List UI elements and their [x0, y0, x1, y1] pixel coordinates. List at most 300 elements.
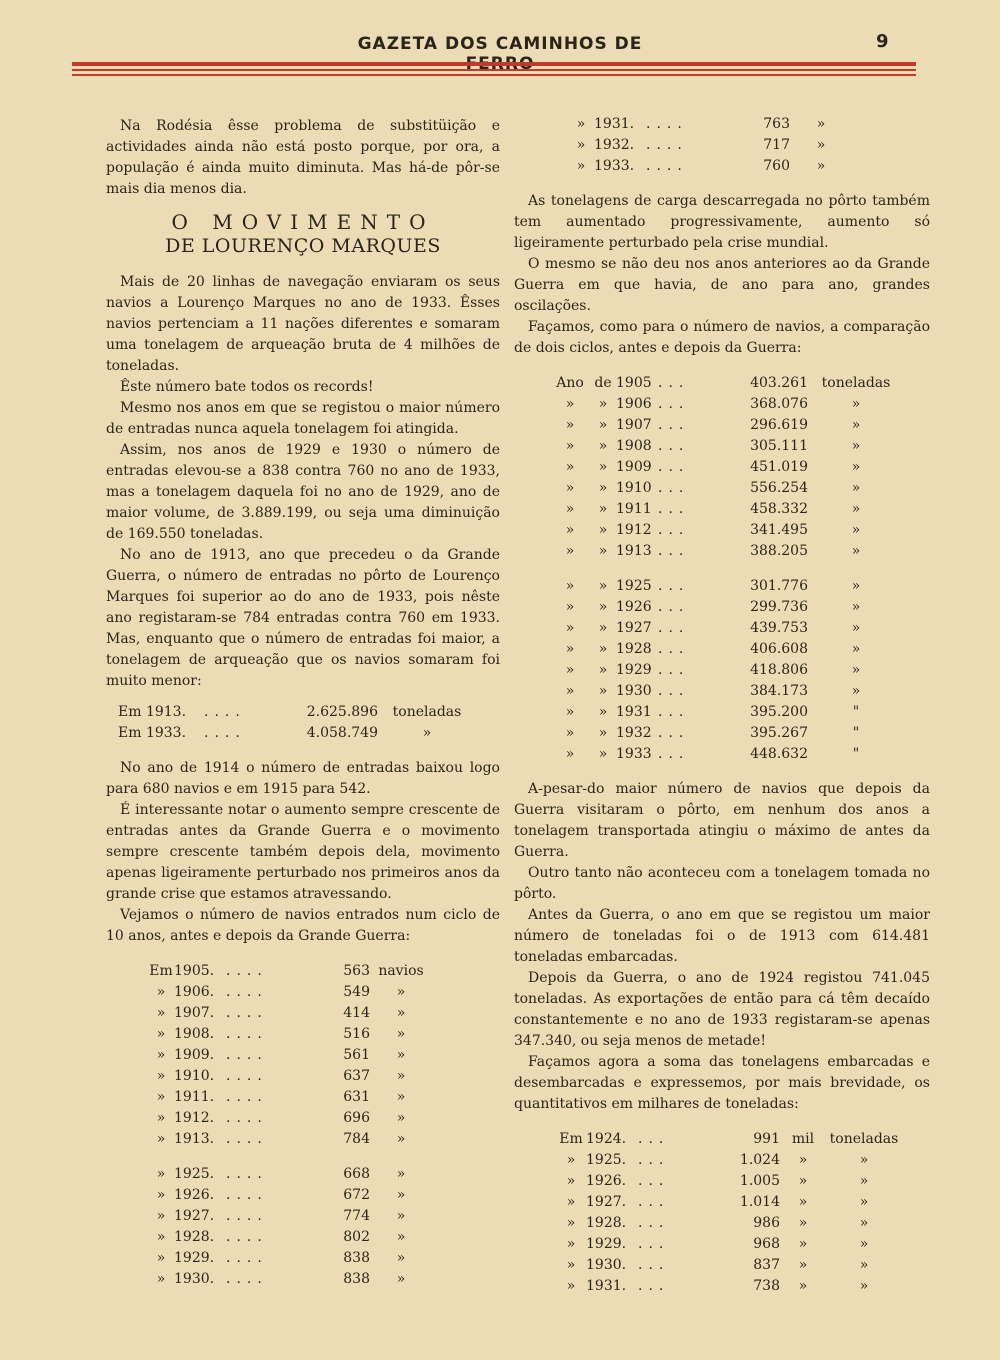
prefix-label: » [566, 1257, 576, 1273]
year-label: 1909 [616, 459, 652, 475]
prefix-label: » [598, 662, 608, 678]
unit-label: » [396, 1166, 406, 1182]
tonnage-value: 296.619 [750, 417, 808, 433]
prefix-label: » [156, 1250, 166, 1266]
table-row [550, 436, 898, 457]
prefix-label: » [576, 158, 586, 174]
prefix-label: » [598, 578, 608, 594]
leader-dots: .... [226, 1005, 268, 1021]
prefix-label: » [565, 578, 575, 594]
table-row [148, 1269, 426, 1290]
ship-count-value: 838 [343, 1271, 370, 1287]
ship-count-value: 672 [343, 1187, 370, 1203]
prefix-label: » [156, 984, 166, 1000]
prefix-label: » [598, 459, 608, 475]
prefix-label: » [566, 1236, 576, 1252]
table-row [550, 723, 898, 744]
prefix-label: » [598, 599, 608, 615]
year-label: 1931. [586, 1278, 627, 1294]
table-row [118, 702, 472, 723]
year-label: 1927 [616, 620, 652, 636]
prefix-label: » [565, 396, 575, 412]
ship-count-value: 561 [343, 1047, 370, 1063]
unit-label: » [396, 984, 406, 1000]
leader-dots: .... [226, 1250, 268, 1266]
year-label: 1928 [616, 641, 652, 657]
leader-dots: ... [658, 578, 690, 594]
unit-label: » [798, 1152, 808, 1168]
table-row [568, 156, 846, 177]
page-number: 9 [876, 31, 889, 52]
ship-count-value: 563 [343, 963, 370, 979]
leader-dots: .... [204, 725, 246, 741]
leader-dots: .... [226, 1229, 268, 1245]
table-row [550, 394, 898, 415]
paragraph: Outro tanto não aconteceu com a tonelagem tomada no pôrto. [514, 865, 930, 902]
leader-dots: ... [658, 417, 690, 433]
leader-dots: .... [204, 704, 246, 720]
prefix-label: » [598, 620, 608, 636]
leader-dots: ... [638, 1173, 670, 1189]
tonnage-value: 395.200 [750, 704, 808, 720]
tonnage-value: 341.495 [750, 522, 808, 538]
year-label: 1925 [616, 578, 652, 594]
unit-label: » [859, 1236, 869, 1252]
year-label: 1933 [616, 746, 652, 762]
leader-dots: ... [638, 1278, 670, 1294]
tonnage-value: 388.205 [750, 543, 808, 559]
year-label: 1906. [174, 984, 215, 1000]
leader-dots: ... [638, 1131, 670, 1147]
leader-dots: ... [638, 1257, 670, 1273]
prefix-label: » [566, 1173, 576, 1189]
year-label: 1928. [586, 1215, 627, 1231]
year-label: 1912 [616, 522, 652, 538]
table-row [550, 576, 898, 597]
year-label: Em 1933. [118, 725, 187, 741]
unit-label: toneladas [392, 704, 462, 720]
ship-count-value: 696 [343, 1110, 370, 1126]
table-row [148, 1045, 426, 1066]
paragraph: No ano de 1914 o número de entradas baixou logo para 680 navios e em 1915 para 542. [106, 760, 500, 797]
header-rule [72, 69, 916, 71]
leader-dots: ... [658, 704, 690, 720]
leader-dots: ... [658, 641, 690, 657]
prefix-label: » [156, 1047, 166, 1063]
leader-dots: ... [658, 683, 690, 699]
unit-label: » [851, 522, 861, 538]
unit-label: » [851, 662, 861, 678]
unit-label: navios [378, 963, 424, 979]
unit-label: » [859, 1215, 869, 1231]
leader-dots: .... [226, 1068, 268, 1084]
ship-count-value: 631 [343, 1089, 370, 1105]
unit-label: » [851, 599, 861, 615]
unit-label: » [798, 1257, 808, 1273]
prefix-label: » [156, 1026, 166, 1042]
unit-label: » [396, 1026, 406, 1042]
table-row [148, 1108, 426, 1129]
header-rule [72, 74, 916, 76]
unit-label: » [851, 543, 861, 559]
ship-count-value: 760 [763, 158, 790, 174]
ship-count-value: 784 [343, 1131, 370, 1147]
leader-dots: ... [638, 1236, 670, 1252]
year-label: 1911 [616, 501, 652, 517]
table-row [148, 1185, 426, 1206]
unit-label: » [851, 396, 861, 412]
ship-count-value: 516 [343, 1026, 370, 1042]
unit-label: » [859, 1173, 869, 1189]
leader-dots: ... [638, 1152, 670, 1168]
table-row [148, 1164, 426, 1185]
unit-label: » [396, 1250, 406, 1266]
unit-label: » [859, 1257, 869, 1273]
unit-label: » [396, 1047, 406, 1063]
unit-label: » [851, 480, 861, 496]
leader-dots: .... [226, 984, 268, 1000]
unit-label: » [816, 137, 826, 153]
prefix-label: » [565, 543, 575, 559]
tonnage-value: 968 [753, 1236, 780, 1252]
year-label: 1907 [616, 417, 652, 433]
table-row [550, 660, 898, 681]
year-label: 1931. [594, 116, 635, 132]
paragraph: As tonelagens de carga descarregada no pôrto também tem aumentado progressivamente, aumento só ligeiramente perturbado pela crise mundial. [514, 193, 930, 251]
table-row [550, 597, 898, 618]
leader-dots: ... [638, 1194, 670, 1210]
year-label: 1933. [594, 158, 635, 174]
unit-label: » [816, 116, 826, 132]
leader-dots: ... [658, 459, 690, 475]
leader-dots: ... [658, 620, 690, 636]
prefix-label: Em [149, 963, 173, 979]
leader-dots: ... [658, 396, 690, 412]
paragraph: Antes da Guerra, o ano em que se registou um maior número de toneladas foi o de 1913 com 614.481 toneladas embarcadas. [514, 907, 930, 965]
table-row [550, 478, 898, 499]
leader-dots: .... [646, 116, 688, 132]
unit-label: mil [791, 1131, 815, 1147]
unit-label: » [851, 501, 861, 517]
paragraph: Mesmo nos anos em que se registou o maior número de entradas nunca aquela tonelagem foi atingida. [106, 400, 500, 437]
prefix-label: » [156, 1110, 166, 1126]
leader-dots: .... [226, 1208, 268, 1224]
prefix-label: » [156, 1187, 166, 1203]
table-row [550, 702, 898, 723]
year-label: 1932. [594, 137, 635, 153]
prefix-label: » [565, 662, 575, 678]
prefix-label: Em [559, 1131, 583, 1147]
tonnage-value: 301.776 [750, 578, 808, 594]
tonnage-value: 1.024 [739, 1152, 780, 1168]
unit-label: » [396, 1229, 406, 1245]
paragraph: Vejamos o número de navios entrados num ciclo de 10 anos, antes e depois da Grande Guerra: [106, 907, 500, 944]
table-row [556, 1255, 904, 1276]
table-row [550, 415, 898, 436]
unit-label: » [851, 578, 861, 594]
table-row [148, 982, 426, 1003]
tonnage-value: 395.267 [750, 725, 808, 741]
tonnage-value: 418.806 [750, 662, 808, 678]
tonnage-value: 1.014 [739, 1194, 780, 1210]
year-label: 1925. [174, 1166, 215, 1182]
year-label: 1910 [616, 480, 652, 496]
ship-count-value: 763 [763, 116, 790, 132]
combined-tonnage-table [556, 1129, 904, 1297]
unit-label: » [396, 1089, 406, 1105]
section-title-line-2: DE LOURENÇO MARQUES [165, 235, 441, 257]
ship-count-value: 414 [343, 1005, 370, 1021]
prefix-label: » [156, 1208, 166, 1224]
year-label: 1910. [174, 1068, 215, 1084]
leader-dots: ... [658, 501, 690, 517]
table-row [148, 1248, 426, 1269]
table-row [148, 1087, 426, 1108]
prefix-label: » [566, 1278, 576, 1294]
prefix-label: » [156, 1089, 166, 1105]
prefix-label: » [156, 1068, 166, 1084]
unit-label: » [859, 1278, 869, 1294]
table-row [550, 457, 898, 478]
prefix-label: » [598, 543, 608, 559]
table-row [556, 1129, 904, 1150]
table-row [118, 723, 472, 744]
leader-dots: .... [226, 963, 268, 979]
year-label: 1929. [586, 1236, 627, 1252]
ship-count-value: 637 [343, 1068, 370, 1084]
table-row [556, 1150, 904, 1171]
year-label: 1929. [174, 1250, 215, 1266]
unit-label: » [851, 641, 861, 657]
tonnage-value: 299.736 [750, 599, 808, 615]
prefix-label: » [565, 501, 575, 517]
prefix-label: » [566, 1194, 576, 1210]
prefix-label: » [565, 641, 575, 657]
year-label: 1913. [174, 1131, 215, 1147]
prefix-label: » [598, 396, 608, 412]
prefix-label: » [598, 501, 608, 517]
year-label: 1924. [586, 1131, 627, 1147]
table-row [148, 1227, 426, 1248]
year-label: 1926 [616, 599, 652, 615]
table-row [556, 1171, 904, 1192]
tonnage-value: 448.632 [750, 746, 808, 762]
table-row [148, 1003, 426, 1024]
prefix-label: » [566, 1215, 576, 1231]
ship-count-value: 774 [343, 1208, 370, 1224]
prefix-label: » [565, 417, 575, 433]
right-column [514, 114, 930, 1297]
prefix-label: » [565, 683, 575, 699]
leader-dots: .... [226, 1131, 268, 1147]
prefix-label: » [598, 641, 608, 657]
table-row [148, 1206, 426, 1227]
ship-count-value: 802 [343, 1229, 370, 1245]
table-row [550, 541, 898, 562]
prefix-label: » [156, 1271, 166, 1287]
prefix-label: Ano [556, 375, 584, 391]
unit-label: » [422, 725, 432, 741]
table-row [550, 681, 898, 702]
tonnage-value: 738 [753, 1278, 780, 1294]
table-row [550, 639, 898, 660]
unit-label: » [859, 1194, 869, 1210]
prefix-label: » [156, 1005, 166, 1021]
prefix-label: » [576, 116, 586, 132]
table-row [568, 135, 846, 156]
tonnage-value: 384.173 [750, 683, 808, 699]
unit-label: » [396, 1187, 406, 1203]
year-label: 1908 [616, 438, 652, 454]
unit-label: » [851, 620, 861, 636]
unit-label: » [851, 417, 861, 433]
leader-dots: ... [658, 522, 690, 538]
prefix-label: » [565, 746, 575, 762]
year-label: 1909. [174, 1047, 215, 1063]
tonnage-value: 439.753 [750, 620, 808, 636]
paragraph: Assim, nos anos de 1929 e 1930 o número de entradas elevou-se a 838 contra 760 no ano de 1933, mas a tonelagem daquela foi no ano de 1929, ano de maior volume, de 3.889.199, ou seja uma diminuição de 169.550 toneladas. [106, 442, 500, 542]
unit-label: » [798, 1215, 808, 1231]
unit-label: " [852, 704, 860, 720]
unit-label: » [798, 1236, 808, 1252]
tonnage-value: 305.111 [750, 438, 808, 454]
unit-label: » [396, 1131, 406, 1147]
tonnage-value: 556.254 [750, 480, 808, 496]
unit-label: » [396, 1068, 406, 1084]
year-label: 1926. [174, 1187, 215, 1203]
prefix-label: » [565, 620, 575, 636]
unit-label: toneladas [829, 1131, 899, 1147]
paragraph: A-pesar-do maior número de navios que depois da Guerra visitaram o pôrto, em nenhum dos anos a tonelagem transportada atingiu o máximo de antes da Guerra. [514, 781, 930, 860]
tonnage-value: 451.019 [750, 459, 808, 475]
prefix-label: » [565, 704, 575, 720]
leader-dots: .... [646, 158, 688, 174]
year-label: 1928. [174, 1229, 215, 1245]
leader-dots: ... [658, 599, 690, 615]
prefix-label: » [565, 599, 575, 615]
leader-dots: ... [658, 725, 690, 741]
prefix-label: » [598, 417, 608, 433]
year-label: 1905. [174, 963, 215, 979]
table-row [148, 1066, 426, 1087]
year-label: 1925. [586, 1152, 627, 1168]
year-label: 1929 [616, 662, 652, 678]
leader-dots: .... [226, 1166, 268, 1182]
year-label: 1930. [586, 1257, 627, 1273]
year-label: 1905 [616, 375, 652, 391]
year-label: 1911. [174, 1089, 215, 1105]
prefix-label: » [565, 480, 575, 496]
unit-label: » [396, 1110, 406, 1126]
year-label: 1930. [174, 1271, 215, 1287]
prefix-label: » [565, 438, 575, 454]
section-title-line-1: O MOVIMENTO [171, 210, 435, 234]
prefix-label: » [156, 1166, 166, 1182]
leader-dots: .... [226, 1089, 268, 1105]
table-row [556, 1276, 904, 1297]
unit-label: » [798, 1173, 808, 1189]
tonnage-value: 2.625.896 [306, 704, 378, 720]
tonnage-value: 837 [753, 1257, 780, 1273]
year-label: 1931 [616, 704, 652, 720]
unit-label: » [396, 1271, 406, 1287]
year-label: 1927. [174, 1208, 215, 1224]
prefix-label: » [598, 438, 608, 454]
year-label: 1930 [616, 683, 652, 699]
unit-label: » [798, 1278, 808, 1294]
year-label: 1908. [174, 1026, 215, 1042]
prefix-label: » [565, 725, 575, 741]
ship-count-value: 549 [343, 984, 370, 1000]
table-row [148, 1024, 426, 1045]
leader-dots: .... [226, 1047, 268, 1063]
table-row [556, 1234, 904, 1255]
paragraph: Façamos, como para o número de navios, a comparação de dois ciclos, antes e depois da Guerra: [514, 319, 930, 356]
year-label: 1926. [586, 1173, 627, 1189]
table-row [568, 114, 846, 135]
ship-count-value: 838 [343, 1250, 370, 1266]
tonnage-value: 1.005 [739, 1173, 780, 1189]
table-row [556, 1192, 904, 1213]
prefix-label: » [566, 1152, 576, 1168]
ships-entered-table [148, 961, 426, 1290]
unit-label: » [859, 1152, 869, 1168]
year-label: 1927. [586, 1194, 627, 1210]
left-column [106, 116, 500, 1290]
unit-label: » [851, 459, 861, 475]
leader-dots: .... [226, 1271, 268, 1287]
prefix-label: » [156, 1229, 166, 1245]
leader-dots: ... [658, 746, 690, 762]
unit-label: » [816, 158, 826, 174]
table-row [556, 1213, 904, 1234]
year-label: 1913 [616, 543, 652, 559]
prefix-label: » [598, 683, 608, 699]
prefix-label: » [598, 704, 608, 720]
leader-dots: ... [658, 480, 690, 496]
year-label: 1932 [616, 725, 652, 741]
table-row [550, 520, 898, 541]
prefix-label: » [565, 459, 575, 475]
unit-label: » [851, 438, 861, 454]
leader-dots: .... [226, 1026, 268, 1042]
unit-label: » [396, 1208, 406, 1224]
leader-dots: ... [658, 375, 690, 391]
ship-count-value: 717 [763, 137, 790, 153]
header-rule [72, 62, 916, 66]
prefix-label: » [565, 522, 575, 538]
paragraph: O mesmo se não deu nos anos anteriores ao da Grande Guerra em que havia, de ano para ano, grandes oscilações. [514, 256, 930, 314]
leader-dots: ... [658, 543, 690, 559]
paragraph: No ano de 1913, ano que precedeu o da Grande Guerra, o número de entradas no pôrto de Lourenço Marques foi superior ao do ano de 1933, pois nêste ano registaram-se 784 entradas contra 760 em 1933. Mas, enquanto que o número de entradas foi maior, a tonelagem de arqueação que os navios somaram foi muito menor: [106, 547, 500, 689]
prefix-label: » [156, 1131, 166, 1147]
leader-dots: .... [646, 137, 688, 153]
tonnage-comparison-table [118, 702, 472, 744]
unit-label: " [852, 746, 860, 762]
paragraph: Depois da Guerra, o ano de 1924 registou 741.045 toneladas. As exportações de então para cá têm decaído constantemente e no ano de 1933 registaram-se apenas 347.340, ou seja menos de metade! [514, 970, 930, 1049]
tonnage-value: 991 [753, 1131, 780, 1147]
leader-dots: ... [658, 438, 690, 454]
table-row [550, 499, 898, 520]
table-row [550, 373, 898, 394]
table-row [148, 1129, 426, 1150]
table-row [148, 961, 426, 982]
paragraph: Na Rodésia êsse problema de substitüição e actividades ainda não está posto porque, por ora, a população é ainda muito diminuta. Mas há-de pôr-se mais dia menos dia. [106, 118, 500, 197]
leader-dots: ... [638, 1215, 670, 1231]
table-row [550, 618, 898, 639]
tonnage-value: 458.332 [750, 501, 808, 517]
prefix-label: » [598, 746, 608, 762]
